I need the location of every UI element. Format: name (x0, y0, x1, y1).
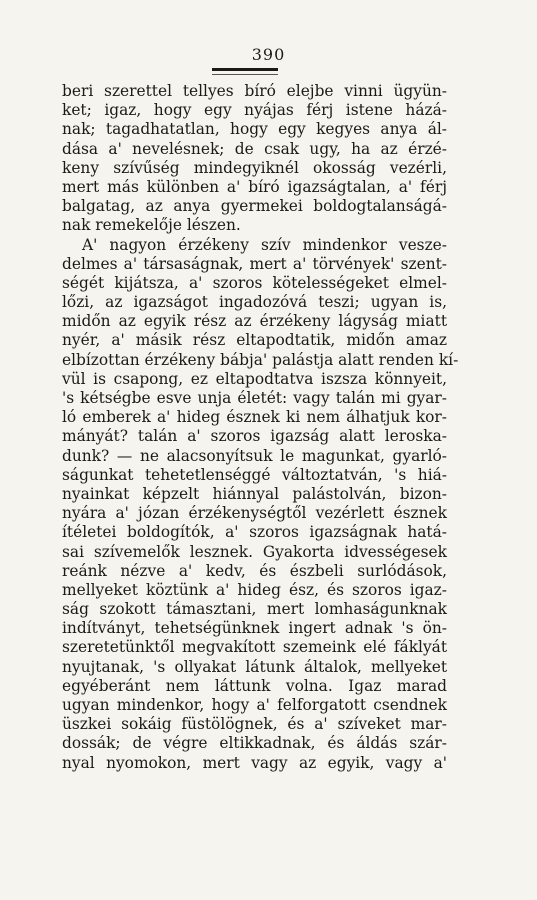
text-line: üszkei sokáig füstölögnek, és a' szíveket mar- (62, 715, 447, 734)
text-line: balgatag, az anya gyermekei boldogtalanságá- (62, 197, 447, 216)
text-line: nyal nyomokon, mert vagy az egyik, vagy a' (62, 753, 447, 772)
text-line: midőn az egyik rész az érzékeny lágyság miatt (62, 312, 447, 331)
text-line: ítéletei boldogítók, a' szoros igazságnak hatá- (62, 523, 447, 542)
text-line: ket; igaz, hogy egy nyájas férj istene házá- (62, 101, 447, 120)
text-line: lőzi, az igazságot ingadozóvá teszi; ugyan is, (62, 293, 447, 312)
text-line: nyér, a' másik rész eltapodtatik, midőn amaz (62, 331, 447, 350)
text-line: dása a' nevelésnek; de csak ugy, ha az érzé- (62, 139, 447, 158)
text-line: mányát? talán a' szoros igazság alatt leroska- (62, 427, 447, 446)
text-line: egyéberánt nem láttunk volna. Igaz marad (62, 676, 447, 695)
text-line: delmes a' társaságnak, mert a' törvények' szent- (62, 254, 447, 273)
body-text (62, 82, 459, 773)
header-rule (212, 68, 278, 71)
text-line: szeretetünktől megvakított szemeink elé fáklyát (62, 638, 447, 657)
text-line: ségét kijátsza, a' szoros kötelességeket elmel- (62, 273, 447, 292)
text-line: mellyeket köztünk a' hideg ész, és szoros igaz- (62, 580, 447, 599)
text-line: ugyan mindenkor, hogy a' felforgatott csendnek (62, 696, 447, 714)
text-line: sai szívemelők lesznek. Gyakorta idvességesek (62, 542, 447, 561)
text-line: dossák; de végre eltikkadnak, és áldás szár- (62, 734, 447, 753)
text-line: nak; tagadhatatlan, hogy egy kegyes anya ál- (62, 120, 447, 139)
text-line: indítványt, tehetségünknek ingert adnak 's ön- (62, 619, 447, 638)
text-line: ságunkat tehetetlenséggé változtatván, 's hiá- (62, 465, 447, 484)
text-line: nyujtanak, 's ollyakat látunk általok, mellyeket (62, 657, 447, 676)
text-line: A' nagyon érzékeny szív mindenkor vesze- (82, 235, 447, 254)
text-line: vül is csapong, ez eltapodtatva iszsza könnyeit, (62, 369, 447, 388)
text-line: elbízottan érzékeny bábja' palástja alatt renden kí- (62, 350, 459, 369)
page-number: 390 (251, 45, 286, 64)
header-rule-thin (212, 74, 278, 75)
text-line: 's kétségbe esve unja életét: vagy talán mi gyar- (62, 389, 447, 407)
text-line: keny szívűség mindegyiknél okosság vezérli, (62, 158, 447, 177)
text-line: ló emberek a' hideg észnek ki nem álhatjuk kor- (62, 408, 447, 427)
text-line: nak remekelője lészen. (62, 216, 241, 235)
text-line: beri szerettel tellyes bíró elejbe vinni ügyün- (62, 82, 447, 100)
text-line: dunk? — ne alacsonyítsuk le magunkat, gyarló- (62, 446, 447, 465)
text-line: mert más különben a' bíró igazságtalan, a' férj (62, 177, 447, 196)
text-line: ság szokott támasztani, mert lomhaságunknak (62, 600, 447, 619)
text-line: nyára a' józan érzékenységtől vezérlett észnek (62, 504, 447, 523)
text-line: reánk nézve a' kedv, és észbeli surlódások, (62, 561, 447, 580)
text-line: nyainkat képzelt hiánnyal palástolván, bizon- (62, 484, 447, 503)
